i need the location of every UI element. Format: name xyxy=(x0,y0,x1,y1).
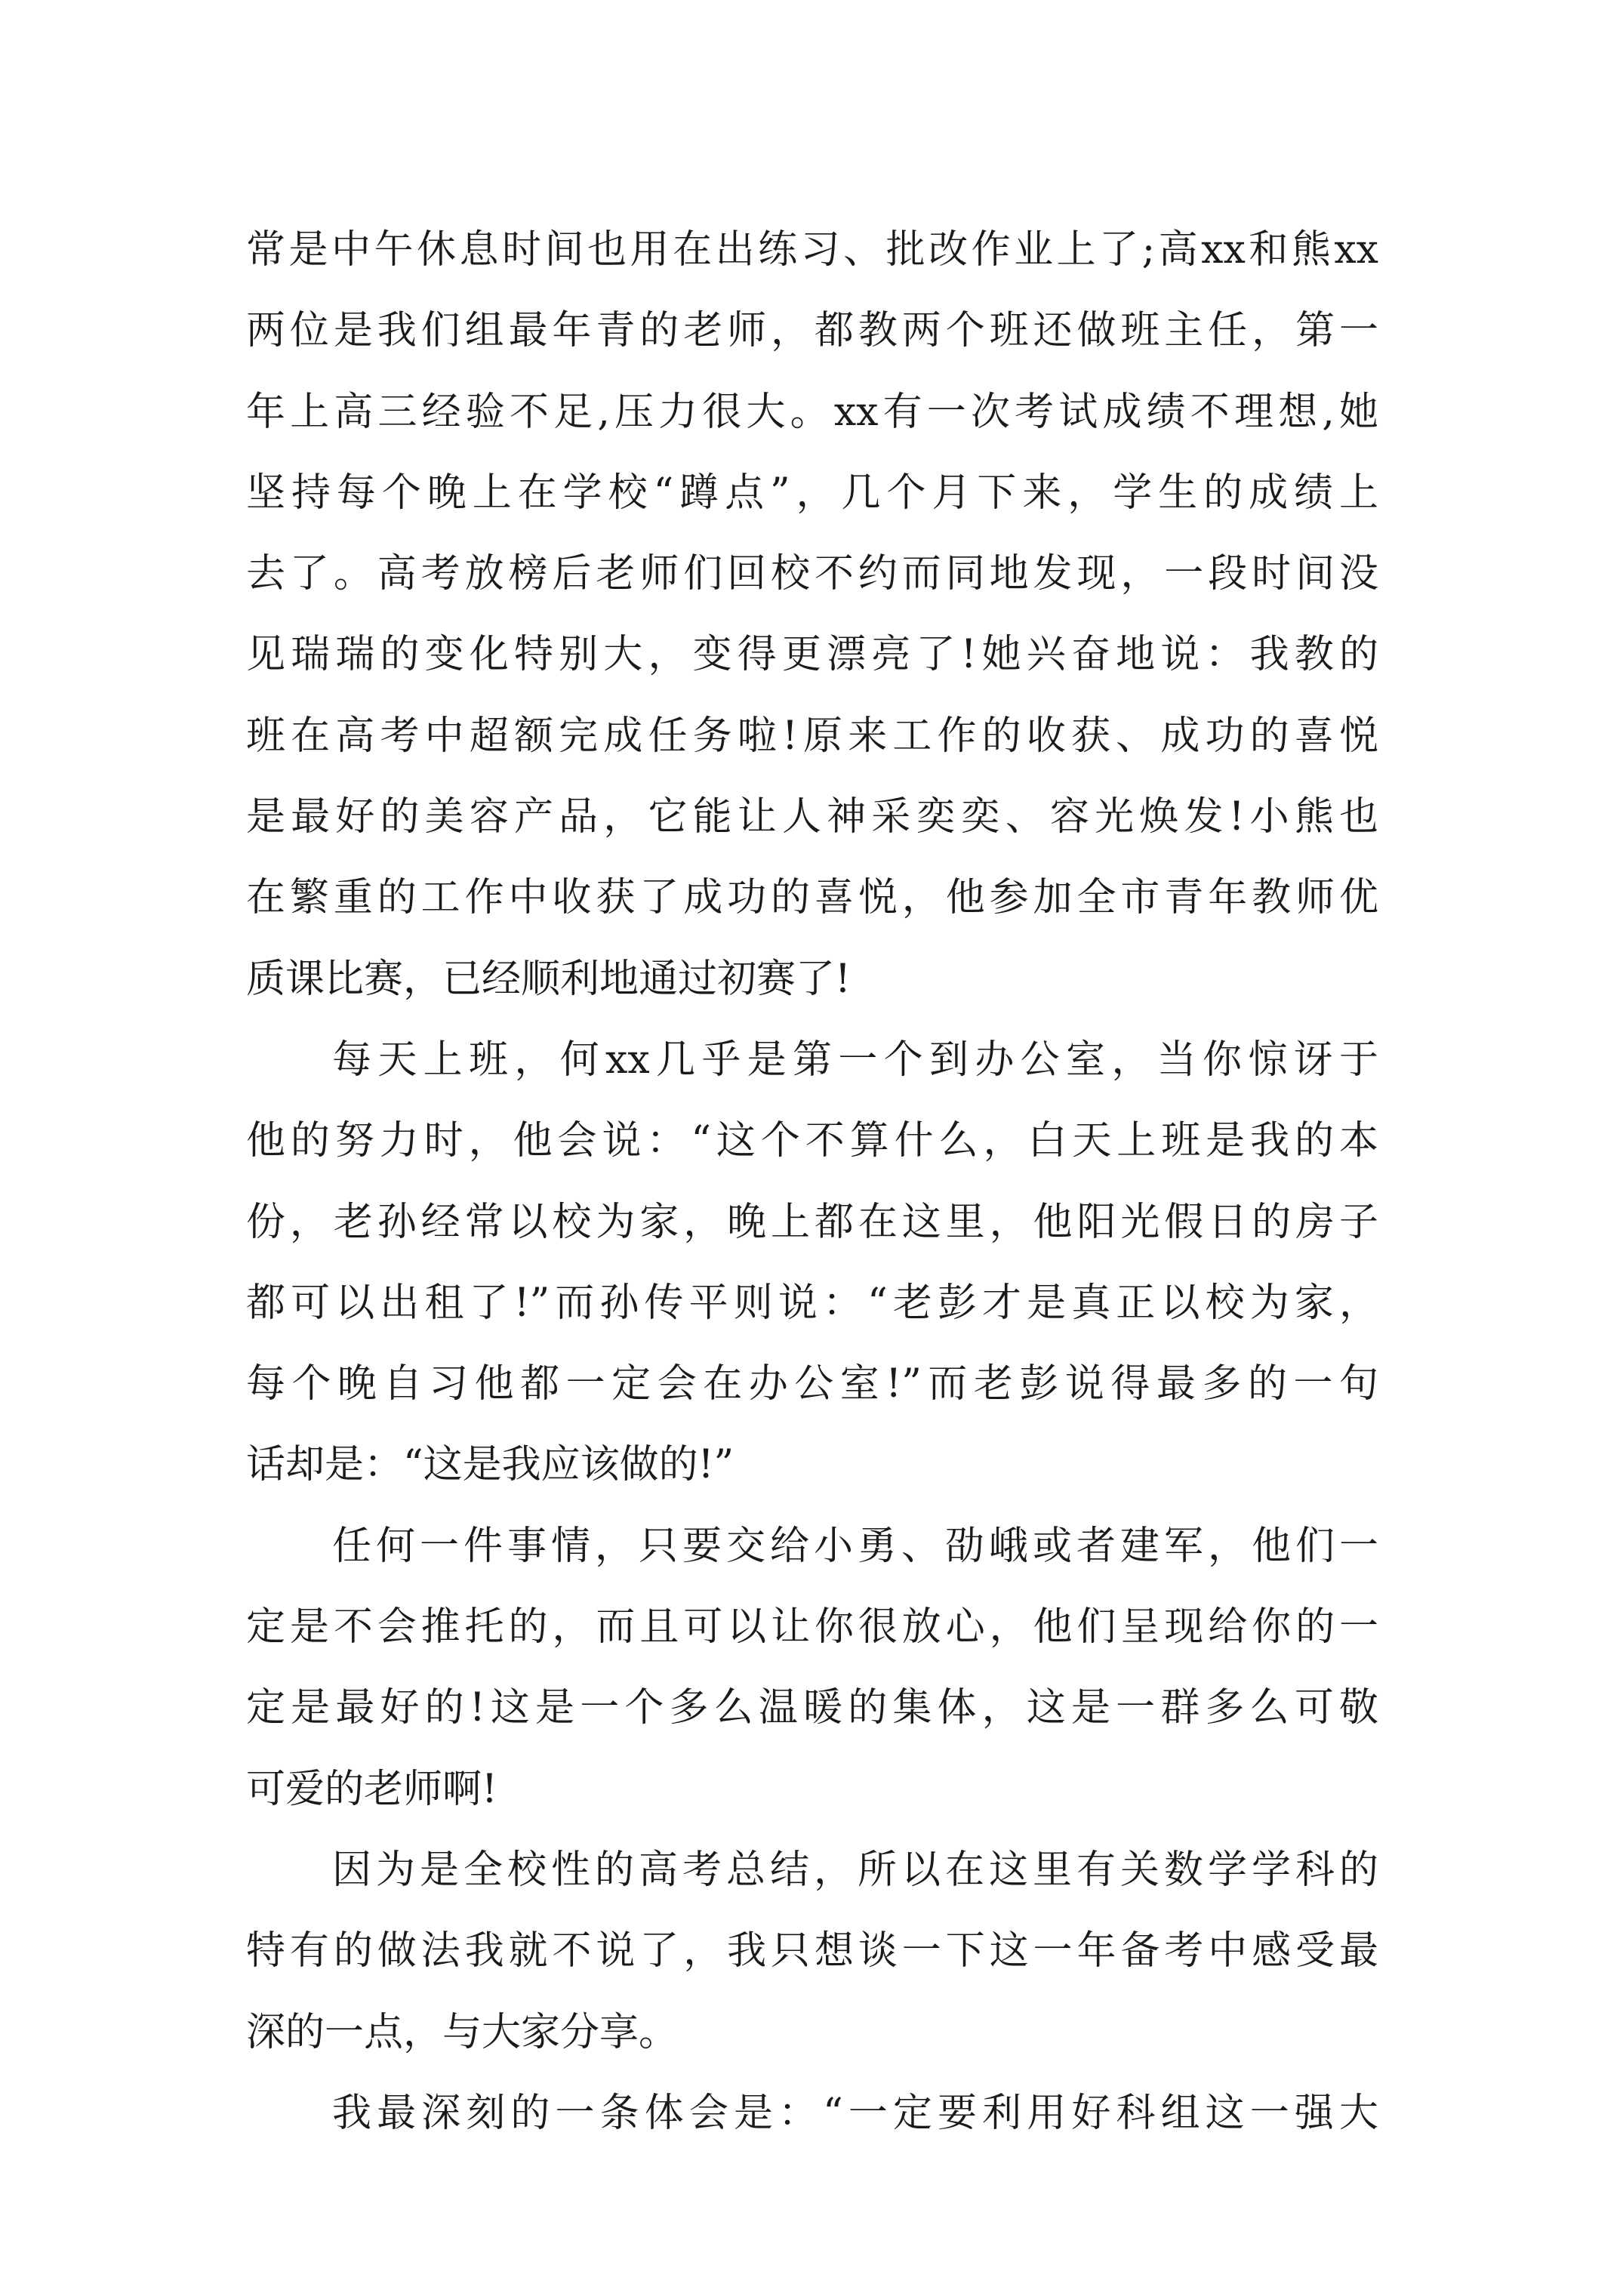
text-line: 份，老孙经常以校为家，晚上都在这里，他阳光假日的房子 xyxy=(246,1199,1378,1245)
text-line: 常是中午休息时间也用在出练习、批改作业上了;高xx和熊xx xyxy=(246,227,1378,273)
text-line: 任何一件事情，只要交给小勇、劭峨或者建军，他们一 xyxy=(332,1523,1378,1569)
text-line: 他的努力时，他会说：“这个不算什么，白天上班是我的本 xyxy=(246,1118,1378,1164)
text-line: 在繁重的工作中收获了成功的喜悦，他参加全市青年教师优 xyxy=(246,875,1378,921)
text-line: 班在高考中超额完成任务啦!原来工作的收获、成功的喜悦 xyxy=(246,713,1378,759)
text-line: 话却是：“这是我应该做的!” xyxy=(246,1442,735,1488)
text-line: 因为是全校性的高考总结，所以在这里有关数学学科的 xyxy=(332,1847,1378,1893)
text-line: 两位是我们组最年青的老师，都教两个班还做班主任，第一 xyxy=(246,308,1378,354)
text-line: 去了。高考放榜后老师们回校不约而同地发现，一段时间没 xyxy=(246,551,1378,597)
text-line: 定是不会推托的，而且可以让你很放心，他们呈现给你的一 xyxy=(246,1604,1378,1650)
text-line: 是最好的美容产品，它能让人神采奕奕、容光焕发!小熊也 xyxy=(246,794,1378,840)
text-line: 特有的做法我就不说了，我只想谈一下这一年备考中感受最 xyxy=(246,1928,1378,1974)
text-line: 每天上班，何xx几乎是第一个到办公室，当你惊讶于 xyxy=(332,1037,1378,1083)
text-line: 年上高三经验不足,压力很大。xx有一次考试成绩不理想,她 xyxy=(246,389,1378,435)
text-line: 每个晚自习他都一定会在办公室!”而老彭说得最多的一句 xyxy=(246,1361,1378,1407)
text-line: 都可以出租了!”而孙传平则说：“老彭才是真正以校为家， xyxy=(246,1280,1378,1326)
body-text xyxy=(246,210,1378,2154)
text-line: 质课比赛，已经顺利地通过初赛了! xyxy=(246,956,851,1002)
text-line: 可爱的老师啊! xyxy=(246,1766,497,1812)
text-line: 我最深刻的一条体会是：“一定要利用好科组这一强大 xyxy=(332,2090,1378,2136)
text-line: 定是最好的!这是一个多么温暖的集体，这是一群多么可敬 xyxy=(246,1685,1378,1731)
text-line: 深的一点，与大家分享。 xyxy=(246,2009,679,2055)
text-line: 坚持每个晚上在学校“蹲点”，几个月下来，学生的成绩上 xyxy=(246,470,1378,516)
text-line: 见瑞瑞的变化特别大，变得更漂亮了!她兴奋地说：我教的 xyxy=(246,632,1378,678)
